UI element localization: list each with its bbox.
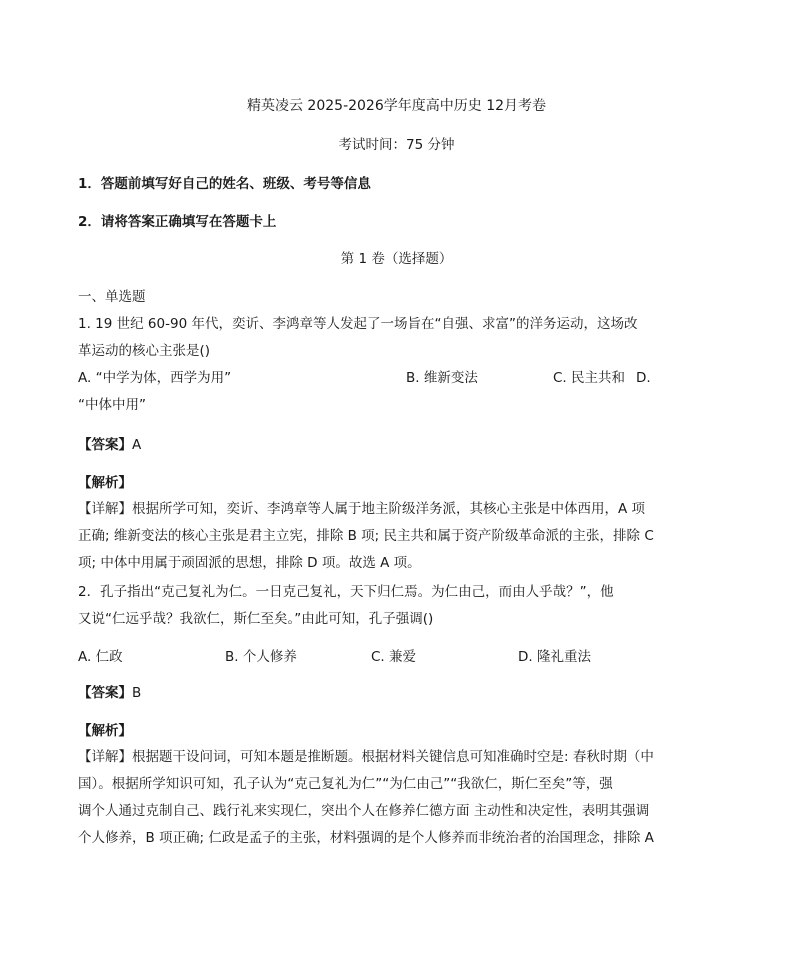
exam-time: 考试时间：75 分钟 xyxy=(338,137,455,153)
answer-value: B xyxy=(132,685,142,701)
q2-option-d: D. 隆礼重法 xyxy=(518,649,591,665)
q2-detail-line-1: 【详解】根据题干设问词，可知本题是推断题。根据材料关键信息可知准确时空是: 春秋时期（中 xyxy=(78,749,654,765)
q1-stem-line-1: 1. 19 世纪 60-90 年代，奕䜣、李鸿章等人发起了一场旨在“自强、求富”的洋务运动，这场改 xyxy=(78,316,638,332)
q2-analysis-tag: 【解析】 xyxy=(78,723,132,739)
q1-option-a: A. “中学为体，西学为用” xyxy=(78,370,232,386)
q1-answer xyxy=(78,436,141,454)
notice-1: 1．答题前填写好自己的姓名、班级、考号等信息 xyxy=(78,176,371,192)
q2-option-a: A. 仁政 xyxy=(78,649,123,665)
q1-detail-line-2: 正确; 维新变法的核心主张是君主立宪，排除 B 项; 民主共和属于资产阶级革命派的主张，排除 C xyxy=(78,528,654,544)
q1-detail-line-3: 项; 中体中用属于顽固派的思想，排除 D 项。故选 A 项。 xyxy=(78,555,421,571)
q2-answer xyxy=(78,684,141,702)
q2-detail-line-4: 个人修养，B 项正确; 仁政是孟子的主张，材料强调的是个人修养而非统治者的治国理念，排除 A xyxy=(78,830,654,846)
q2-detail-line-2: 国）。根据所学知识可知，孔子认为“克己复礼为仁”“为仁由己”“我欲仁，斯仁至矣”等，强 xyxy=(78,776,613,792)
q1-analysis-tag: 【解析】 xyxy=(78,475,132,491)
notice-2: 2．请将答案正确填写在答题卡上 xyxy=(78,214,277,230)
q2-stem-line-2: 又说“仁远乎哉？我欲仁，斯仁至矣。”由此可知，孔子强调() xyxy=(78,611,434,627)
answer-value: A xyxy=(132,437,142,453)
q2-option-b: B. 个人修养 xyxy=(225,649,297,665)
section-title: 一、单选题 xyxy=(78,289,146,305)
q1-option-d: D. xyxy=(636,370,651,386)
q1-option-b: B. 维新变法 xyxy=(406,370,478,386)
q2-detail-line-3: 调个人通过克制自己、践行礼来实现仁，突出个人在修养仁德方面 主动性和决定性，表明其强调 xyxy=(78,803,650,819)
page-title: 精英凌云 2025-2026学年度高中历史 12月考卷 xyxy=(246,98,547,114)
volume-title: 第 1 卷（选择题） xyxy=(340,251,453,267)
answer-tag: 【答案】 xyxy=(78,685,132,701)
q1-stem-line-2: 革运动的核心主张是() xyxy=(78,343,211,359)
q1-option-c: C. 民主共和 xyxy=(553,370,626,386)
q1-option-d-text: “中体中用” xyxy=(78,397,146,413)
answer-tag: 【答案】 xyxy=(78,437,132,453)
q1-detail-line-1: 【详解】根据所学可知，奕䜣、李鸿章等人属于地主阶级洋务派，其核心主张是中体西用，A 项 xyxy=(78,501,646,517)
q2-option-c: C. 兼爱 xyxy=(371,649,417,665)
q2-stem-line-1: 2．孔子指出“克己复礼为仁。一日克己复礼，天下归仁焉。为仁由己，而由人乎哉？”，他 xyxy=(78,584,614,600)
